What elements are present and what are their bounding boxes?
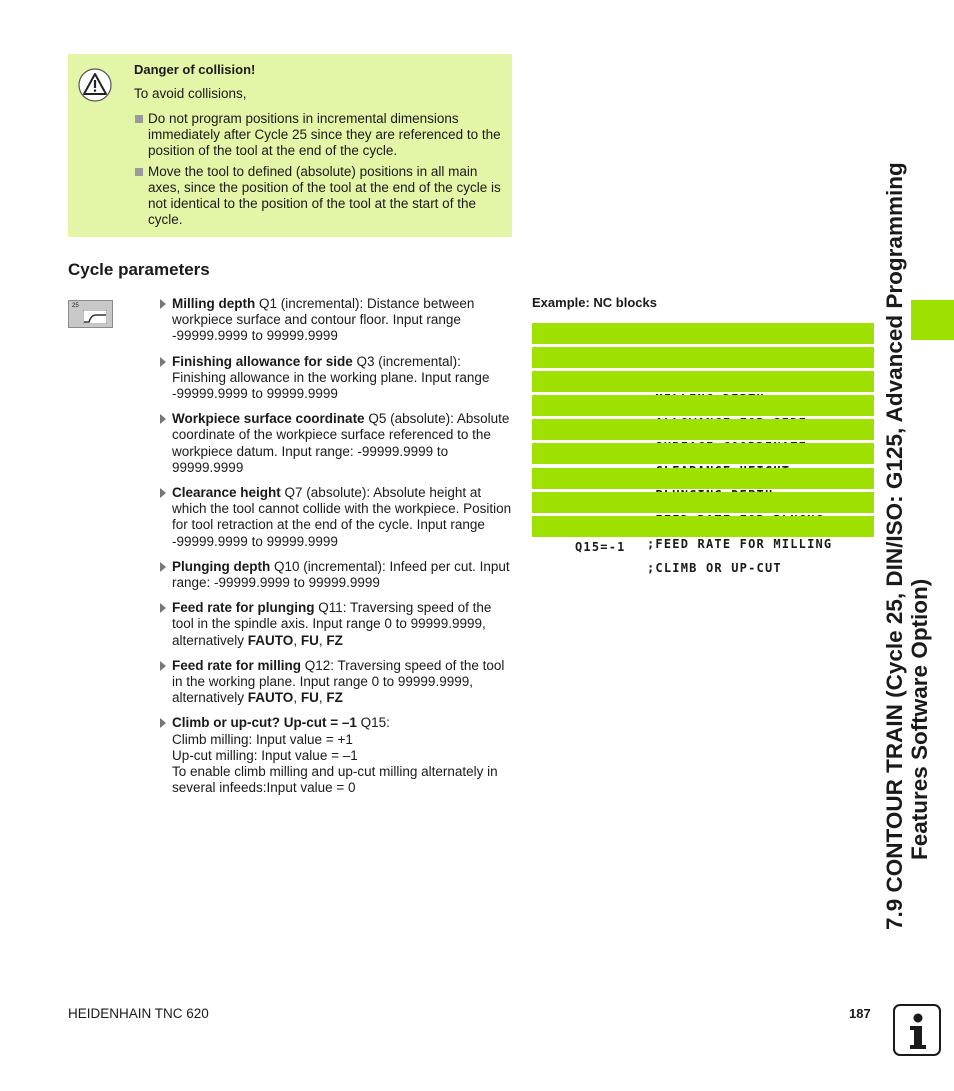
parameter-list [159, 296, 515, 805]
chapter-side-title [882, 162, 932, 930]
param-name: Climb or up-cut? Up-cut = –1 [172, 715, 357, 731]
nc-param: Q15=-1 [575, 540, 626, 554]
chapter-title-line-2: Features Software Option) [907, 578, 932, 860]
triangle-bullet-icon [160, 414, 166, 424]
param-feed-milling: Feed rate for milling Q12: Traversing speed of the tool in the working plane. Input range 0 to 99999.9999, alternatively FAUTO, FU, FZ [159, 658, 515, 707]
section-title: Cycle parameters [68, 260, 210, 279]
param-name: Feed rate for milling [172, 657, 302, 673]
param-name: Workpiece surface coordinate [172, 411, 365, 427]
param-desc: Q5 (absolute): Absolute coordinate of the workpiece surface referenced to the workpiece datum. Input range: -99999.9999 to 99999.9999 [172, 411, 510, 475]
example-title: Example: NC blocks [532, 295, 657, 310]
warning-item [134, 111, 504, 160]
footer-product: HEIDENHAIN TNC 620 [68, 1006, 209, 1021]
param-option: FU [300, 690, 319, 706]
nc-block-row [532, 443, 874, 464]
param-name: Finishing allowance for side [172, 353, 353, 369]
param-line: To enable climb milling and up-cut milling alternately in several infeeds:Input value = 0 [172, 764, 498, 796]
page-number: 187 [849, 1006, 871, 1021]
param-feed-plunging: Feed rate for plunging Q11: Traversing speed of the tool in the spindle axis. Input range 0 to 99999.9999, alternatively FAUTO, FU, FZ [159, 600, 515, 649]
warning-item [134, 164, 504, 229]
triangle-bullet-icon [160, 357, 166, 367]
nc-block-row [532, 419, 874, 440]
info-glyph-icon [895, 1006, 939, 1054]
param-name: Plunging depth [172, 558, 271, 574]
warning-item-text: Move the tool to defined (absolute) positions in all main axes, since the position of the tool at the end of the cycle is not identical to the position of the tool at the start of the cycle. [148, 163, 501, 228]
param-option: FAUTO [247, 690, 294, 706]
warning-box [68, 54, 512, 237]
param-plunging-depth [159, 559, 515, 591]
param-line: Climb milling: Input value = +1 [172, 731, 353, 747]
param-climb-upcut [159, 715, 515, 796]
warning-item-text: Do not program positions in incremental dimensions immediately after Cycle 25 since they are referenced to the position of the tool at the end of the cycle. [148, 111, 501, 159]
nc-block-header [532, 323, 874, 344]
param-option: FAUTO [247, 632, 294, 648]
triangle-bullet-icon [160, 718, 166, 728]
triangle-bullet-icon [160, 603, 166, 613]
warning-title: Danger of collision! [134, 62, 256, 77]
nc-comment: ;FEED RATE FOR MILLING [647, 537, 833, 551]
param-name: Clearance height [172, 485, 281, 501]
warning-list [134, 111, 504, 232]
param-desc: Q3 (incremental): Finishing allowance in the working plane. Input range -99999.9999 to 99999.9999 [172, 353, 490, 402]
param-desc: Q1 (incremental): Distance between workpiece surface and contour floor. Input range -99999.9999 to 99999.9999 [172, 296, 475, 344]
bullet-square-icon [135, 168, 143, 176]
param-option: FZ [326, 690, 343, 706]
cycle-25-icon [68, 300, 113, 328]
param-option: FU [300, 632, 319, 648]
param-desc: Q15: [356, 715, 390, 731]
warning-triangle-icon [78, 68, 112, 102]
param-desc: Q10 (incremental): Infeed per cut. Input range: -99999.9999 to 99999.9999 [172, 558, 510, 591]
param-name: Feed rate for plunging [172, 600, 315, 616]
param-surface-coordinate [159, 411, 515, 476]
triangle-bullet-icon [160, 562, 166, 572]
param-desc: Q12: Traversing speed of the tool in the working plane. Input range 0 to 99999.9999, alternatively [172, 657, 505, 706]
param-name: Milling depth [172, 296, 256, 311]
nc-comment: ;CLIMB OR UP-CUT [647, 561, 782, 575]
param-finishing-allowance [159, 354, 515, 403]
contour-train-icon [83, 310, 107, 324]
nc-block-row [532, 347, 874, 368]
nc-block-row [532, 395, 874, 416]
cycle-icon-number: 25 [72, 303, 79, 309]
param-line: Up-cut milling: Input value = –1 [172, 747, 358, 763]
chapter-title-line-1: 7.9 CONTOUR TRAIN (Cycle 25, DIN/ISO: G125, Advanced Programming [882, 162, 907, 930]
triangle-bullet-icon [160, 661, 166, 671]
nc-block-row [532, 371, 874, 392]
param-desc: Q11: Traversing speed of the tool in the spindle axis. Input range 0 to 99999.9999, alternatively [172, 600, 492, 648]
param-option: FZ [326, 632, 343, 648]
param-clearance-height [159, 485, 515, 550]
param-milling-depth [159, 296, 515, 345]
nc-block-row [532, 468, 874, 489]
triangle-bullet-icon [160, 299, 166, 309]
triangle-bullet-icon [160, 488, 166, 498]
bullet-square-icon [135, 115, 143, 123]
warning-intro: To avoid collisions, [134, 86, 247, 101]
info-icon [893, 1004, 941, 1056]
param-desc: Q7 (absolute): Absolute height at which the tool cannot collide with the workpiece. Position for tool retraction at the end of the cycle. Input range -99999.9999 to 99999.9999 [172, 485, 512, 549]
